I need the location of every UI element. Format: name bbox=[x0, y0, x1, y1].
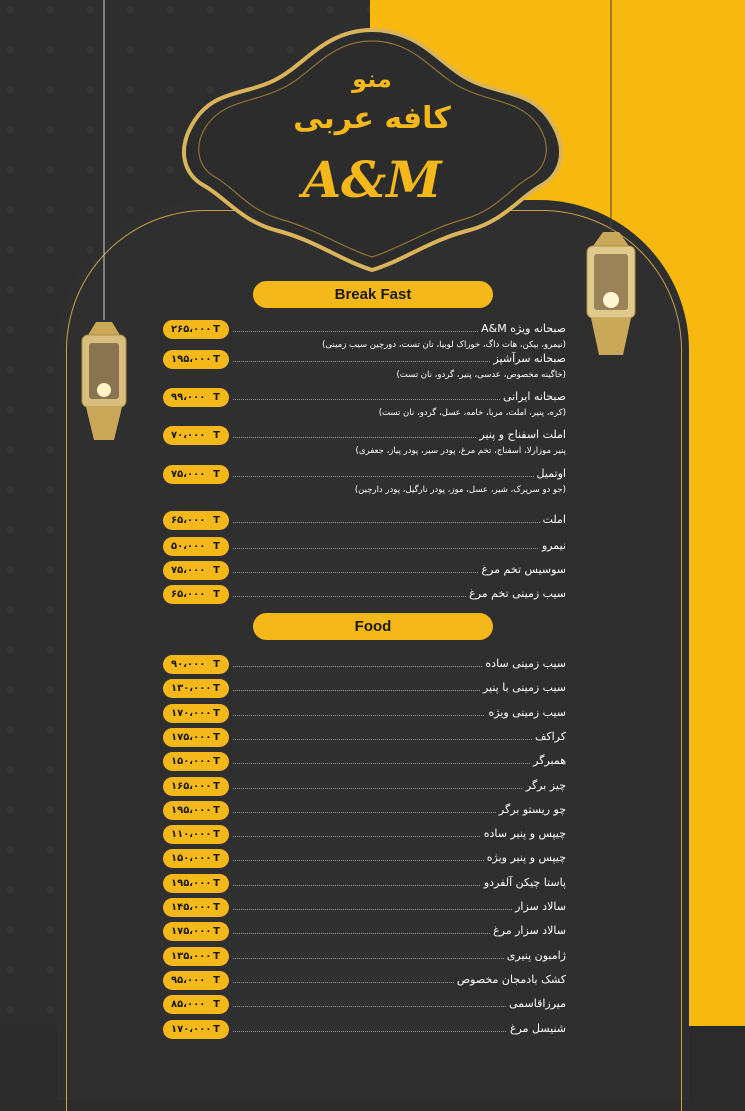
price-value: ۱۶۵،۰۰۰ bbox=[171, 780, 212, 792]
item-name: چو ریستو برگر bbox=[496, 801, 566, 819]
price-value: ۷۵،۰۰۰ bbox=[171, 565, 206, 576]
price-badge bbox=[163, 1020, 229, 1039]
dotted-leader bbox=[233, 763, 566, 764]
item-name: چیز برگر bbox=[523, 777, 566, 795]
item-name: اوتمیل bbox=[534, 465, 566, 483]
price-badge bbox=[163, 704, 229, 723]
price-badge bbox=[163, 922, 229, 941]
menu-item-row bbox=[163, 465, 566, 495]
currency-symbol: T bbox=[213, 430, 220, 441]
currency-symbol: T bbox=[213, 853, 220, 865]
item-name: سیب زمینی با پنیر bbox=[480, 679, 566, 697]
item-name: کراکف bbox=[532, 728, 566, 746]
currency-symbol: T bbox=[213, 469, 220, 480]
price-value: ۱۴۵،۰۰۰ bbox=[171, 902, 212, 913]
item-name: صبحانه سرآشپز bbox=[490, 350, 566, 368]
price-value: ۱۷۵،۰۰۰ bbox=[171, 926, 212, 938]
item-name: نیمرو bbox=[539, 537, 566, 555]
menu-item-row bbox=[163, 971, 566, 991]
currency-symbol: T bbox=[213, 999, 220, 1011]
currency-symbol: T bbox=[213, 541, 220, 552]
price-badge bbox=[163, 585, 229, 604]
lantern-icon-left bbox=[76, 0, 132, 454]
price-badge bbox=[163, 874, 229, 893]
menu-item-row bbox=[163, 704, 566, 724]
price-badge bbox=[163, 350, 229, 369]
currency-symbol: T bbox=[213, 950, 220, 962]
price-value: ۹۹،۰۰۰ bbox=[171, 392, 206, 403]
menu-word: منو bbox=[352, 65, 392, 93]
price-value: ۱۹۵،۰۰۰ bbox=[171, 877, 212, 889]
dotted-leader bbox=[233, 522, 566, 523]
item-name: ژامبون پنیری bbox=[504, 947, 566, 965]
price-badge bbox=[163, 801, 229, 820]
currency-symbol: T bbox=[213, 877, 220, 889]
menu-item-row bbox=[163, 777, 566, 797]
price-value: ۱۵۰،۰۰۰ bbox=[171, 756, 212, 768]
menu-item-row bbox=[163, 874, 566, 894]
price-badge bbox=[163, 825, 229, 844]
menu-item-row bbox=[163, 426, 566, 456]
menu-item-row bbox=[163, 511, 566, 531]
item-name: چیپس و پنیر ساده bbox=[481, 825, 566, 843]
price-badge bbox=[163, 655, 229, 674]
item-name: میرزاقاسمی bbox=[506, 995, 566, 1013]
menu-item-row bbox=[163, 655, 566, 675]
currency-symbol: T bbox=[213, 804, 220, 816]
currency-symbol: T bbox=[213, 974, 220, 986]
menu-item-row bbox=[163, 752, 566, 772]
currency-symbol: T bbox=[213, 1023, 220, 1035]
price-badge bbox=[163, 849, 229, 868]
currency-symbol: T bbox=[213, 324, 220, 335]
menu-item-row bbox=[163, 801, 566, 821]
item-description: پنیر موزارلا، اسفناج، تخم مرغ، پودر سیر، پودر پیاز، جعفری) bbox=[355, 446, 566, 456]
item-name: پاستا چیکن آلفردو bbox=[481, 874, 566, 892]
cafe-name: کافه عربی bbox=[293, 101, 451, 136]
menu-item-row bbox=[163, 922, 566, 942]
price-badge bbox=[163, 777, 229, 796]
dotted-leader bbox=[233, 548, 566, 549]
item-name: سیب زمینی ساده bbox=[482, 655, 566, 673]
price-badge bbox=[163, 947, 229, 966]
price-badge bbox=[163, 511, 229, 530]
item-name: سیب زمینی ویژه bbox=[485, 704, 566, 722]
item-name: صبحانه ویژه A&M bbox=[478, 320, 566, 338]
dotted-leader bbox=[233, 476, 566, 477]
currency-symbol: T bbox=[213, 659, 220, 670]
price-value: ۱۷۰،۰۰۰ bbox=[171, 1023, 212, 1035]
currency-symbol: T bbox=[213, 829, 220, 841]
dotted-leader bbox=[233, 739, 566, 740]
section-breakfast-title: Break Fast bbox=[253, 281, 493, 308]
header-frame bbox=[170, 25, 575, 275]
currency-symbol: T bbox=[213, 515, 220, 526]
menu-item-row bbox=[163, 1020, 566, 1040]
item-name: سیب زمینی تخم مرغ bbox=[466, 585, 566, 603]
item-name: همبرگر bbox=[530, 752, 566, 770]
item-description: (کره، پنیر، املت، مربا، خامه، عسل، گردو، نان تست) bbox=[378, 408, 566, 418]
menu-item-row bbox=[163, 320, 566, 350]
item-name: صبحانه ایرانی bbox=[500, 388, 566, 406]
price-badge bbox=[163, 465, 229, 484]
currency-symbol: T bbox=[213, 683, 220, 695]
menu-item-row bbox=[163, 995, 566, 1015]
price-value: ۷۰،۰۰۰ bbox=[171, 430, 206, 441]
price-value: ۱۳۵،۰۰۰ bbox=[171, 950, 212, 962]
price-value: ۲۶۵،۰۰۰ bbox=[171, 324, 212, 335]
price-value: ۵۰،۰۰۰ bbox=[171, 541, 206, 552]
price-badge bbox=[163, 679, 229, 698]
price-badge bbox=[163, 971, 229, 990]
price-value: ۶۵،۰۰۰ bbox=[171, 589, 206, 600]
section-food-title: Food bbox=[253, 613, 493, 640]
price-value: ۹۵،۰۰۰ bbox=[171, 974, 206, 986]
price-value: ۱۹۵،۰۰۰ bbox=[171, 804, 212, 816]
item-name: سوسیس تخم مرغ bbox=[479, 561, 566, 579]
menu-item-row bbox=[163, 585, 566, 605]
logo-text: A&M bbox=[302, 150, 442, 209]
currency-symbol: T bbox=[213, 707, 220, 719]
price-value: ۱۹۵،۰۰۰ bbox=[171, 354, 212, 365]
currency-symbol: T bbox=[213, 926, 220, 938]
price-value: ۱۳۰،۰۰۰ bbox=[171, 683, 212, 695]
price-value: ۱۵۰،۰۰۰ bbox=[171, 853, 212, 865]
price-badge bbox=[163, 320, 229, 339]
menu-item-row bbox=[163, 849, 566, 869]
currency-symbol: T bbox=[213, 354, 220, 365]
price-value: ۱۷۵،۰۰۰ bbox=[171, 731, 212, 743]
item-name: چیپس و پنیر ویژه bbox=[484, 849, 566, 867]
item-description: (نیمرو، بیکن، هات داگ، خوراک لوبیا، نان تست، دورچین سیب زمینی) bbox=[322, 340, 566, 350]
currency-symbol: T bbox=[213, 565, 220, 576]
item-description: (خاگینه مخصوص، عدسی، پنیر، گردو، نان تست) bbox=[396, 370, 566, 380]
price-value: ۱۷۰،۰۰۰ bbox=[171, 707, 212, 719]
price-badge bbox=[163, 728, 229, 747]
item-name: املت bbox=[540, 511, 566, 529]
lantern-icon-right bbox=[583, 0, 639, 364]
menu-item-row bbox=[163, 537, 566, 557]
item-description: (جو دو سرپرک، شیر، عسل، موز، پودر نارگیل، پودر دارچین) bbox=[354, 485, 566, 495]
currency-symbol: T bbox=[213, 756, 220, 768]
currency-symbol: T bbox=[213, 589, 220, 600]
price-value: ۸۵،۰۰۰ bbox=[171, 999, 206, 1011]
item-name: شنیسل مرغ bbox=[507, 1020, 566, 1038]
menu-item-row bbox=[163, 728, 566, 748]
menu-item-row bbox=[163, 898, 566, 918]
price-value: ۷۵،۰۰۰ bbox=[171, 469, 206, 480]
price-badge bbox=[163, 561, 229, 580]
menu-item-row bbox=[163, 388, 566, 418]
price-badge bbox=[163, 388, 229, 407]
price-badge bbox=[163, 426, 229, 445]
menu-item-row bbox=[163, 825, 566, 845]
price-badge bbox=[163, 537, 229, 556]
currency-symbol: T bbox=[213, 392, 220, 403]
item-name: املت اسفناج و پنیر bbox=[476, 426, 566, 444]
item-name: سالاد سزار bbox=[512, 898, 566, 916]
menu-item-row bbox=[163, 679, 566, 699]
price-badge bbox=[163, 898, 229, 917]
currency-symbol: T bbox=[213, 731, 220, 743]
price-value: ۶۵،۰۰۰ bbox=[171, 515, 206, 526]
menu-item-row bbox=[163, 350, 566, 380]
menu-item-row bbox=[163, 561, 566, 581]
menu-item-row bbox=[163, 947, 566, 967]
price-value: ۹۰،۰۰۰ bbox=[171, 659, 206, 670]
item-name: کشک بادمجان مخصوص bbox=[454, 971, 566, 989]
price-badge bbox=[163, 752, 229, 771]
currency-symbol: T bbox=[213, 780, 220, 792]
price-badge bbox=[163, 995, 229, 1014]
item-name: سالاد سزار مرغ bbox=[490, 922, 566, 940]
currency-symbol: T bbox=[213, 902, 220, 913]
dotted-leader bbox=[233, 788, 566, 789]
price-value: ۱۱۰،۰۰۰ bbox=[171, 829, 212, 841]
